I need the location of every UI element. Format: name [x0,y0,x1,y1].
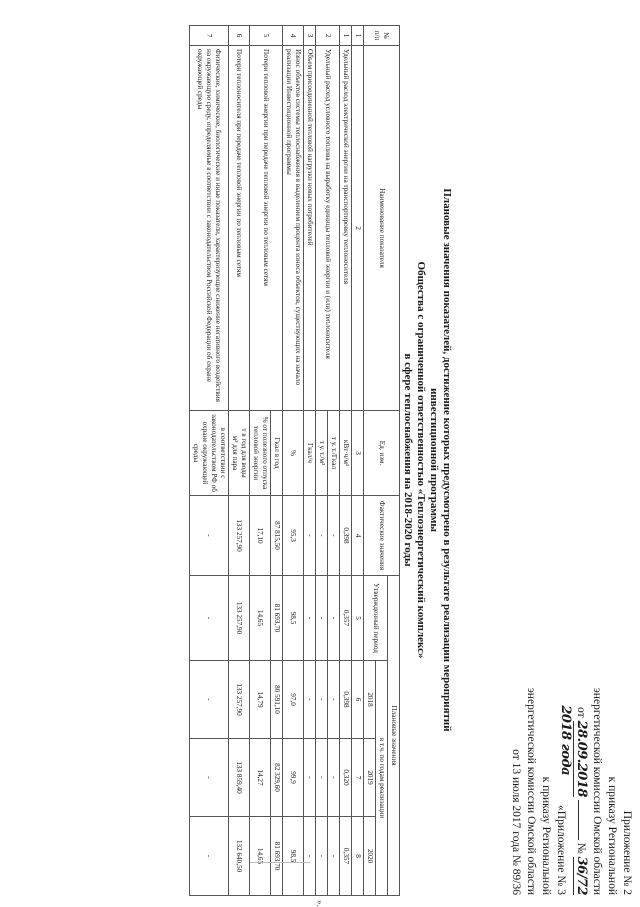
row-2018: - [190,661,229,739]
row-approved: 0,357 [340,576,352,661]
col-approved-header: Утвержденный период [364,576,388,661]
column-number: 1 [352,26,364,46]
table-row [328,26,340,896]
row-approved: - [316,576,328,661]
column-number: 4 [352,496,364,576]
row-2020: - [304,817,316,896]
row-approved: - [190,576,229,661]
table-row [271,26,283,896]
handwritten-number: 36/72 [574,856,589,895]
previous-order-header [508,675,568,895]
row-2020: 14,65 [250,817,271,896]
row-approved: 14,65 [250,576,271,661]
row-approved: - [328,576,340,661]
table-row [340,26,352,896]
title-line: Общества с ограниченной ответственностью «Теплоэнергетический комплекс» [415,261,427,659]
row-2020: 132 640,50 [229,817,250,896]
row-2019: 82 329,60 [271,739,283,817]
footer-divider [250,862,310,864]
row-unit: Гкал/ч [304,411,316,496]
row-name: Износ объектов системы теплоснабжения в выделением процента износа объектов, существующих на начало реализации Инвестиционной программы [283,46,304,411]
indicators-table [189,25,400,896]
table-row [229,26,250,896]
column-number: 8 [352,817,364,896]
row-2020: - [316,817,328,896]
unit-line: м³ для пара [231,435,239,471]
col-planned-header: Плановые значения [388,576,400,896]
row-2018: - [328,661,340,739]
row-actual: - [304,496,316,576]
row-approved: 133 257,90 [229,576,250,661]
row-num: 1 [340,26,352,46]
row-2019: 99,9 [283,739,304,817]
title-line: Плановые значения показателей, достижение которых предусмотрено в результате реализации мероприятий инвестиционной программы [428,188,453,732]
col-name-header: Наименование показателя [364,46,400,411]
row-2019: 133 859,40 [229,739,250,817]
row-2018: 0,398 [340,661,352,739]
row-unit [229,411,250,496]
row-unit: в соответствии с законодательством РФ об охране окружающей среды [190,411,229,496]
row-unit: % [283,411,304,496]
row-approved: - [304,576,316,661]
row-num: 3 [304,26,316,46]
blank-line [578,800,579,840]
date-prefix: от [575,707,587,718]
handwritten-date: 28.09.2018 [574,720,589,797]
row-2020: - [328,817,340,896]
row-name: Потери тепловой энергии при передаче тепловой энергии по тепловым сетям [250,46,283,411]
col-2019-header: 2019 [364,739,376,817]
row-actual: - [328,496,340,576]
row-name: Физические, химические, биологические и иные показатели, характеризующие снижение негативного воздействия на окружающую среду, определяемые в соответствии с законодательством Российской Федерации об охране окружающей среды [190,46,229,411]
col-actual-header: Фактические значения [364,496,400,576]
row-2019: - [328,739,340,817]
row-2018: 133 257,90 [229,661,250,739]
row-name: Удельный расход условного топлива на выработку единицы тепловой энергии и (или) теплоносителя [316,46,340,411]
row-actual: 0,398 [340,496,352,576]
table-row [283,26,304,896]
col-unit-header: Ед. изм. [364,411,400,496]
col-num-header: № п/п [364,26,400,46]
row-actual: 87 815,50 [271,496,283,576]
title-line: в сфере теплоснабжения на 2018-2020 годы [402,353,414,567]
closing-mark: ». [315,900,325,907]
row-unit: кВт·ч/м³ [340,411,352,496]
document-title [401,150,453,770]
header-row [388,26,400,896]
col-2020-header: 2020 [364,817,376,896]
header-date-line [573,640,589,895]
row-2020: 98,5 [283,817,304,896]
row-unit: Гкал в год [271,411,283,496]
header-line: энергетической комиссии Омской области [591,687,603,895]
row-name: Удельный расход электрической энергии на транспортировку теплоносителя [340,46,352,411]
header-line: от 13 июля 2017 года № 89/36 [510,749,522,895]
row-2019: 0,320 [340,739,352,817]
row-2018: - [316,661,328,739]
header-line: к приказу Региональной [540,776,552,895]
column-number: 7 [352,739,364,817]
row-name: Потери теплоносителя при передаче тепловой энергии по тепловым сетям [229,46,250,411]
header-line: «Приложение № 3 [555,805,567,895]
row-2020: 0,357 [340,817,352,896]
row-actual: 95,3 [283,496,304,576]
column-number: 2 [352,46,364,411]
col-by-year-header: в т.ч. по годам реализации [376,661,388,896]
row-name: Объем присоединенной тепловой нагрузки новых потребителей [304,46,316,411]
table-row [304,26,316,896]
header-line: Приложение № 2 [621,810,633,895]
table-row [190,26,229,896]
row-2019: 14,27 [250,739,271,817]
column-number-row [352,26,364,896]
column-number: 3 [352,411,364,496]
row-2020: - [190,817,229,896]
col-2018-header: 2018 [364,661,376,739]
row-2018: 80 591,10 [271,661,283,739]
row-2018: 97,0 [283,661,304,739]
row-2020: 81 693,70 [271,817,283,896]
approval-header [557,640,634,895]
row-2019: - [316,739,328,817]
row-2018: 14,79 [250,661,271,739]
row-num: 6 [229,26,250,46]
row-num: 7 [190,26,229,46]
row-num: 5 [250,26,283,46]
column-number: 6 [352,661,364,739]
row-actual: - [316,496,328,576]
row-actual: - [190,496,229,576]
header-line: энергетической комиссии Омской области [525,687,537,895]
row-unit: т у. т./Гкал [328,411,340,496]
column-number: 5 [352,576,364,661]
row-actual: 17,10 [250,496,271,576]
row-num: 4 [283,26,304,46]
row-unit: % от полезного отпуска тепловой энергии [250,411,271,496]
row-2019: - [304,739,316,817]
handwritten-year: 2018 года [558,705,573,775]
row-num: 2 [316,26,340,46]
row-actual: 133 257,90 [229,496,250,576]
row-unit: т у. т./м³ [316,411,328,496]
header-line: к приказу Региональной [606,776,618,895]
row-2018: - [304,661,316,739]
order-number-label: № [575,842,587,854]
row-2019: - [190,739,229,817]
unit-line: т в год для воды [240,428,248,478]
row-approved: 98,5 [283,576,304,661]
row-approved: 81 693,70 [271,576,283,661]
